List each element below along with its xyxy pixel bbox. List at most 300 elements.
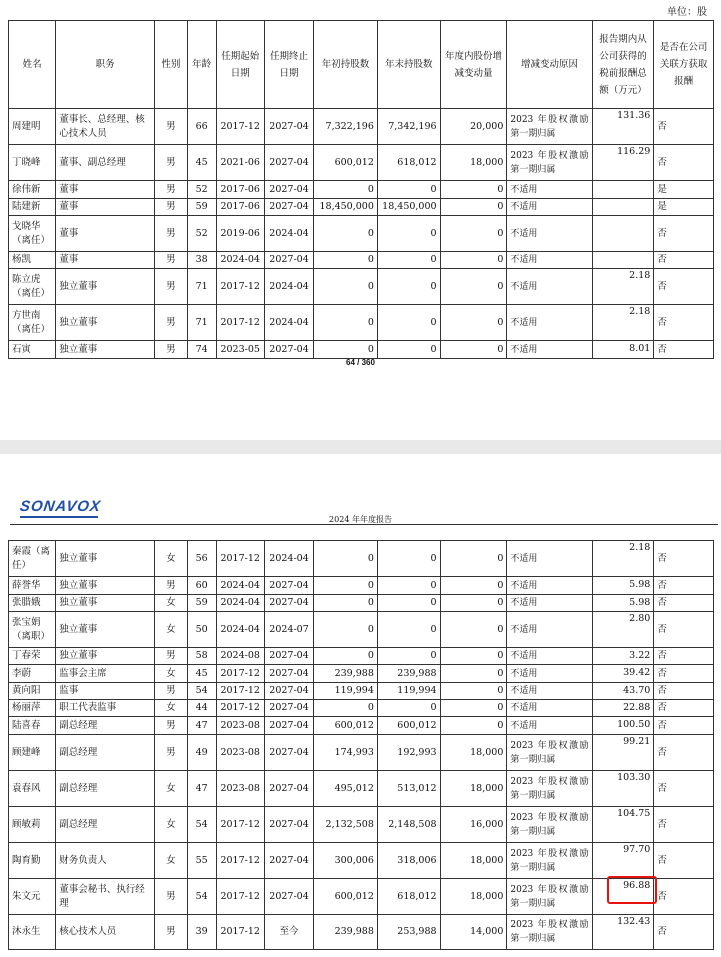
cell-begin: 0 bbox=[314, 541, 378, 577]
cell-pay: 132.43 bbox=[592, 915, 654, 950]
cell-change: 18,000 bbox=[440, 735, 507, 771]
table-row bbox=[9, 145, 714, 181]
cell-role: 职工代表监事 bbox=[56, 700, 155, 717]
cell-end: 2027-04 bbox=[264, 700, 313, 717]
cell-start: 2023-08 bbox=[216, 735, 264, 771]
cell-role: 董事 bbox=[56, 181, 155, 199]
cell-start: 2017-12 bbox=[216, 879, 264, 915]
cell-related: 否 bbox=[654, 665, 714, 683]
cell-gender: 女 bbox=[154, 700, 187, 717]
report-page-64 bbox=[0, 0, 721, 440]
cell-start: 2017-12 bbox=[216, 305, 264, 341]
cell-reason: 2023 年股权激励第一期归属 bbox=[507, 109, 592, 145]
cell-gender: 男 bbox=[154, 735, 187, 771]
cell-begin: 0 bbox=[314, 252, 378, 269]
cell-name: 周建明 bbox=[9, 109, 56, 145]
header-cell: 增减变动原因 bbox=[507, 21, 592, 109]
cell-change: 18,000 bbox=[440, 879, 507, 915]
cell-age: 38 bbox=[187, 252, 216, 269]
cell-begin: 0 bbox=[314, 612, 378, 648]
cell-age: 47 bbox=[187, 717, 216, 735]
cell-reason: 不适用 bbox=[507, 648, 592, 665]
cell-related: 否 bbox=[654, 879, 714, 915]
cell-age: 54 bbox=[187, 807, 216, 843]
table-row bbox=[9, 612, 714, 648]
cell-begin: 2,132,508 bbox=[314, 807, 378, 843]
cell-end: 2027-04 bbox=[264, 181, 313, 199]
cell-change: 18,000 bbox=[440, 145, 507, 181]
cell-age: 59 bbox=[187, 199, 216, 216]
cell-name: 沐永生 bbox=[9, 915, 56, 950]
cell-change: 0 bbox=[440, 252, 507, 269]
cell-change: 0 bbox=[440, 541, 507, 577]
cell-role: 独立董事 bbox=[56, 577, 155, 595]
cell-role: 独立董事 bbox=[56, 612, 155, 648]
cell-name: 陆喜春 bbox=[9, 717, 56, 735]
cell-pay bbox=[592, 199, 654, 216]
cell-age: 56 bbox=[187, 541, 216, 577]
cell-finish: 119,994 bbox=[377, 683, 440, 700]
cell-finish: 618,012 bbox=[377, 145, 440, 181]
cell-name: 张腊娥 bbox=[9, 595, 56, 612]
cell-begin: 119,994 bbox=[314, 683, 378, 700]
cell-pay: 39.42 bbox=[592, 665, 654, 683]
cell-gender: 男 bbox=[154, 109, 187, 145]
cell-start: 2024-04 bbox=[216, 595, 264, 612]
cell-pay: 5.98 bbox=[592, 577, 654, 595]
cell-related: 否 bbox=[654, 269, 714, 305]
cell-pay bbox=[592, 216, 654, 252]
cell-finish: 513,012 bbox=[377, 771, 440, 807]
cell-begin: 600,012 bbox=[314, 145, 378, 181]
cell-role: 监事 bbox=[56, 683, 155, 700]
cell-finish: 0 bbox=[377, 341, 440, 359]
cell-start: 2017-06 bbox=[216, 181, 264, 199]
cell-name: 陶育勤 bbox=[9, 843, 56, 879]
cell-change: 16,000 bbox=[440, 807, 507, 843]
cell-pay: 97.70 bbox=[592, 843, 654, 879]
table-header-row bbox=[9, 21, 714, 109]
cell-age: 74 bbox=[187, 341, 216, 359]
cell-related: 否 bbox=[654, 683, 714, 700]
cell-name: 李蔚 bbox=[9, 665, 56, 683]
cell-age: 47 bbox=[187, 771, 216, 807]
cell-begin: 0 bbox=[314, 216, 378, 252]
cell-gender: 女 bbox=[154, 612, 187, 648]
cell-related: 否 bbox=[654, 843, 714, 879]
header-cell: 是否在公司关联方获取报酬 bbox=[654, 21, 714, 109]
cell-change: 0 bbox=[440, 269, 507, 305]
cell-name: 顾敏莉 bbox=[9, 807, 56, 843]
cell-name: 方世南（离任） bbox=[9, 305, 56, 341]
cell-start: 2017-06 bbox=[216, 199, 264, 216]
table-row bbox=[9, 771, 714, 807]
cell-related: 否 bbox=[654, 915, 714, 950]
cell-reason: 不适用 bbox=[507, 199, 592, 216]
cell-related: 否 bbox=[654, 216, 714, 252]
cell-role: 董事长、总经理、核心技术人员 bbox=[56, 109, 155, 145]
cell-pay: 2.80 bbox=[592, 612, 654, 648]
cell-change: 18,000 bbox=[440, 843, 507, 879]
cell-finish: 18,450,000 bbox=[377, 199, 440, 216]
table-row bbox=[9, 305, 714, 341]
cell-reason: 不适用 bbox=[507, 252, 592, 269]
cell-pay: 2.18 bbox=[592, 269, 654, 305]
cell-change: 0 bbox=[440, 199, 507, 216]
cell-start: 2023-05 bbox=[216, 341, 264, 359]
cell-begin: 239,988 bbox=[314, 915, 378, 950]
report-title: 2024 年年度报告 bbox=[329, 515, 392, 524]
cell-role: 董事 bbox=[56, 216, 155, 252]
cell-end: 2027-04 bbox=[264, 665, 313, 683]
cell-name: 张宝娟（离职） bbox=[9, 612, 56, 648]
cell-related: 否 bbox=[654, 341, 714, 359]
table-row bbox=[9, 665, 714, 683]
cell-gender: 女 bbox=[154, 807, 187, 843]
cell-related: 否 bbox=[654, 771, 714, 807]
table-row bbox=[9, 341, 714, 359]
cell-change: 14,000 bbox=[440, 915, 507, 950]
cell-related: 否 bbox=[654, 577, 714, 595]
cell-begin: 0 bbox=[314, 341, 378, 359]
cell-related: 是 bbox=[654, 199, 714, 216]
cell-finish: 318,006 bbox=[377, 843, 440, 879]
cell-pay: 131.36 bbox=[592, 109, 654, 145]
header-cell: 年龄 bbox=[187, 21, 216, 109]
header-cell: 职务 bbox=[56, 21, 155, 109]
table-row bbox=[9, 199, 714, 216]
cell-role: 独立董事 bbox=[56, 541, 155, 577]
cell-name: 秦霞（离任） bbox=[9, 541, 56, 577]
cell-gender: 男 bbox=[154, 648, 187, 665]
cell-age: 52 bbox=[187, 216, 216, 252]
cell-reason: 不适用 bbox=[507, 700, 592, 717]
cell-role: 董事会秘书、执行经理 bbox=[56, 879, 155, 915]
cell-end: 2027-04 bbox=[264, 252, 313, 269]
report-page-65 bbox=[0, 454, 721, 957]
highlight-box bbox=[607, 876, 657, 904]
cell-name: 袁春风 bbox=[9, 771, 56, 807]
cell-age: 45 bbox=[187, 145, 216, 181]
cell-pay: 2.18 bbox=[592, 541, 654, 577]
cell-finish: 0 bbox=[377, 269, 440, 305]
table-row bbox=[9, 807, 714, 843]
cell-name: 顾建峰 bbox=[9, 735, 56, 771]
cell-name: 石寅 bbox=[9, 341, 56, 359]
cell-pay: 99.21 bbox=[592, 735, 654, 771]
cell-name: 薛誉华 bbox=[9, 577, 56, 595]
cell-start: 2017-12 bbox=[216, 269, 264, 305]
cell-age: 59 bbox=[187, 595, 216, 612]
table-row bbox=[9, 577, 714, 595]
cell-gender: 男 bbox=[154, 305, 187, 341]
table-row bbox=[9, 216, 714, 252]
cell-role: 独立董事 bbox=[56, 341, 155, 359]
cell-end: 2024-04 bbox=[264, 305, 313, 341]
cell-gender: 男 bbox=[154, 683, 187, 700]
cell-reason: 不适用 bbox=[507, 717, 592, 735]
cell-role: 独立董事 bbox=[56, 648, 155, 665]
cell-age: 55 bbox=[187, 843, 216, 879]
cell-end: 2027-04 bbox=[264, 341, 313, 359]
table-row bbox=[9, 915, 714, 950]
cell-gender: 男 bbox=[154, 341, 187, 359]
cell-finish: 0 bbox=[377, 700, 440, 717]
cell-pay: 3.22 bbox=[592, 648, 654, 665]
cell-pay: 100.50 bbox=[592, 717, 654, 735]
cell-role: 董事 bbox=[56, 252, 155, 269]
cell-change: 0 bbox=[440, 216, 507, 252]
cell-age: 71 bbox=[187, 305, 216, 341]
cell-change: 0 bbox=[440, 577, 507, 595]
cell-change: 0 bbox=[440, 341, 507, 359]
cell-age: 71 bbox=[187, 269, 216, 305]
cell-reason: 2023 年股权激励第一期归属 bbox=[507, 843, 592, 879]
cell-end: 2027-04 bbox=[264, 879, 313, 915]
cell-related: 否 bbox=[654, 700, 714, 717]
table-row bbox=[9, 541, 714, 577]
cell-role: 副总经理 bbox=[56, 771, 155, 807]
cell-gender: 男 bbox=[154, 181, 187, 199]
cell-reason: 2023 年股权激励第一期归属 bbox=[507, 735, 592, 771]
cell-start: 2024-04 bbox=[216, 612, 264, 648]
cell-role: 副总经理 bbox=[56, 735, 155, 771]
cell-related: 否 bbox=[654, 717, 714, 735]
cell-begin: 300,006 bbox=[314, 843, 378, 879]
cell-age: 45 bbox=[187, 665, 216, 683]
cell-end: 2027-04 bbox=[264, 577, 313, 595]
cell-age: 50 bbox=[187, 612, 216, 648]
cell-reason: 不适用 bbox=[507, 341, 592, 359]
table-row bbox=[9, 735, 714, 771]
cell-age: 66 bbox=[187, 109, 216, 145]
cell-start: 2019-06 bbox=[216, 216, 264, 252]
cell-reason: 2023 年股权激励第一期归属 bbox=[507, 915, 592, 950]
executive-table-part1 bbox=[8, 20, 714, 359]
cell-reason: 不适用 bbox=[507, 181, 592, 199]
cell-gender: 男 bbox=[154, 252, 187, 269]
cell-age: 54 bbox=[187, 683, 216, 700]
cell-gender: 女 bbox=[154, 843, 187, 879]
cell-change: 0 bbox=[440, 717, 507, 735]
cell-role: 独立董事 bbox=[56, 595, 155, 612]
cell-related: 否 bbox=[654, 595, 714, 612]
cell-related: 否 bbox=[654, 735, 714, 771]
cell-begin: 0 bbox=[314, 700, 378, 717]
cell-role: 核心技术人员 bbox=[56, 915, 155, 950]
cell-gender: 女 bbox=[154, 595, 187, 612]
cell-reason: 不适用 bbox=[507, 612, 592, 648]
cell-gender: 女 bbox=[154, 541, 187, 577]
header-cell: 性别 bbox=[154, 21, 187, 109]
cell-finish: 253,988 bbox=[377, 915, 440, 950]
cell-name: 丁晓峰 bbox=[9, 145, 56, 181]
table-row bbox=[9, 717, 714, 735]
cell-end: 2024-04 bbox=[264, 269, 313, 305]
cell-pay: 43.70 bbox=[592, 683, 654, 700]
cell-start: 2017-12 bbox=[216, 807, 264, 843]
cell-pay: 116.29 bbox=[592, 145, 654, 181]
cell-related: 否 bbox=[654, 612, 714, 648]
cell-start: 2017-12 bbox=[216, 683, 264, 700]
cell-pay: 104.75 bbox=[592, 807, 654, 843]
cell-pay: 2.18 bbox=[592, 305, 654, 341]
cell-related: 否 bbox=[654, 145, 714, 181]
cell-age: 60 bbox=[187, 577, 216, 595]
cell-begin: 239,988 bbox=[314, 665, 378, 683]
cell-role: 副总经理 bbox=[56, 807, 155, 843]
cell-gender: 男 bbox=[154, 577, 187, 595]
cell-end: 2027-04 bbox=[264, 843, 313, 879]
header-rule bbox=[10, 524, 718, 525]
cell-start: 2017-12 bbox=[216, 843, 264, 879]
cell-role: 财务负责人 bbox=[56, 843, 155, 879]
cell-pay: 8.01 bbox=[592, 341, 654, 359]
cell-finish: 0 bbox=[377, 612, 440, 648]
cell-name: 陈立虎（离任） bbox=[9, 269, 56, 305]
cell-reason: 不适用 bbox=[507, 305, 592, 341]
cell-start: 2024-08 bbox=[216, 648, 264, 665]
table-row bbox=[9, 252, 714, 269]
cell-gender: 男 bbox=[154, 269, 187, 305]
cell-role: 董事、副总经理 bbox=[56, 145, 155, 181]
cell-gender: 男 bbox=[154, 199, 187, 216]
cell-name: 朱文元 bbox=[9, 879, 56, 915]
cell-role: 独立董事 bbox=[56, 269, 155, 305]
cell-end: 2027-04 bbox=[264, 109, 313, 145]
cell-start: 2023-08 bbox=[216, 771, 264, 807]
cell-role: 独立董事 bbox=[56, 305, 155, 341]
cell-change: 0 bbox=[440, 595, 507, 612]
table-row bbox=[9, 269, 714, 305]
cell-end: 2027-04 bbox=[264, 717, 313, 735]
cell-change: 0 bbox=[440, 181, 507, 199]
cell-gender: 女 bbox=[154, 665, 187, 683]
cell-pay: 103.30 bbox=[592, 771, 654, 807]
cell-name: 杨丽萍 bbox=[9, 700, 56, 717]
cell-start: 2023-08 bbox=[216, 717, 264, 735]
cell-related: 否 bbox=[654, 252, 714, 269]
header-cell: 任期起始日期 bbox=[216, 21, 264, 109]
cell-end: 2027-04 bbox=[264, 648, 313, 665]
header-cell: 年末持股数 bbox=[377, 21, 440, 109]
cell-begin: 0 bbox=[314, 577, 378, 595]
cell-begin: 0 bbox=[314, 595, 378, 612]
cell-start: 2024-04 bbox=[216, 577, 264, 595]
cell-end: 2027-04 bbox=[264, 595, 313, 612]
cell-start: 2024-04 bbox=[216, 252, 264, 269]
cell-begin: 174,993 bbox=[314, 735, 378, 771]
cell-reason: 2023 年股权激励第一期归属 bbox=[507, 145, 592, 181]
cell-finish: 192,993 bbox=[377, 735, 440, 771]
cell-reason: 不适用 bbox=[507, 665, 592, 683]
cell-reason: 不适用 bbox=[507, 269, 592, 305]
cell-pay: 22.88 bbox=[592, 700, 654, 717]
header-cell: 任期终止日期 bbox=[264, 21, 313, 109]
cell-end: 2027-04 bbox=[264, 735, 313, 771]
table-row bbox=[9, 700, 714, 717]
cell-reason: 不适用 bbox=[507, 595, 592, 612]
cell-change: 0 bbox=[440, 700, 507, 717]
cell-reason: 不适用 bbox=[507, 541, 592, 577]
cell-related: 否 bbox=[654, 648, 714, 665]
page-number: 64 / 360 bbox=[346, 358, 375, 367]
cell-role: 副总经理 bbox=[56, 717, 155, 735]
cell-begin: 0 bbox=[314, 648, 378, 665]
table-row bbox=[9, 595, 714, 612]
cell-gender: 男 bbox=[154, 717, 187, 735]
cell-end: 至今 bbox=[264, 915, 313, 950]
cell-finish: 0 bbox=[377, 595, 440, 612]
cell-reason: 2023 年股权激励第一期归属 bbox=[507, 771, 592, 807]
cell-gender: 男 bbox=[154, 145, 187, 181]
table-row bbox=[9, 843, 714, 879]
cell-role: 董事 bbox=[56, 199, 155, 216]
cell-start: 2017-12 bbox=[216, 700, 264, 717]
cell-change: 0 bbox=[440, 648, 507, 665]
cell-name: 黄向阳 bbox=[9, 683, 56, 700]
cell-finish: 0 bbox=[377, 648, 440, 665]
cell-gender: 男 bbox=[154, 879, 187, 915]
header-cell: 姓名 bbox=[9, 21, 56, 109]
cell-change: 0 bbox=[440, 683, 507, 700]
cell-gender: 女 bbox=[154, 771, 187, 807]
cell-change: 0 bbox=[440, 612, 507, 648]
cell-end: 2024-04 bbox=[264, 541, 313, 577]
cell-start: 2017-12 bbox=[216, 541, 264, 577]
table-row bbox=[9, 181, 714, 199]
cell-end: 2024-07 bbox=[264, 612, 313, 648]
cell-gender: 男 bbox=[154, 915, 187, 950]
cell-finish: 0 bbox=[377, 577, 440, 595]
cell-finish: 0 bbox=[377, 252, 440, 269]
company-logo: SONAVOX bbox=[18, 498, 103, 515]
header-cell: 年初持股数 bbox=[314, 21, 378, 109]
cell-end: 2027-04 bbox=[264, 683, 313, 700]
cell-age: 52 bbox=[187, 181, 216, 199]
cell-reason: 不适用 bbox=[507, 216, 592, 252]
cell-name: 徐伟新 bbox=[9, 181, 56, 199]
cell-end: 2027-04 bbox=[264, 145, 313, 181]
cell-finish: 0 bbox=[377, 216, 440, 252]
cell-finish: 0 bbox=[377, 181, 440, 199]
cell-end: 2024-04 bbox=[264, 216, 313, 252]
cell-reason: 不适用 bbox=[507, 577, 592, 595]
cell-start: 2017-12 bbox=[216, 109, 264, 145]
cell-gender: 男 bbox=[154, 216, 187, 252]
cell-name: 戈晓华（离任） bbox=[9, 216, 56, 252]
table-row bbox=[9, 109, 714, 145]
cell-pay bbox=[592, 181, 654, 199]
cell-age: 44 bbox=[187, 700, 216, 717]
cell-begin: 600,012 bbox=[314, 879, 378, 915]
cell-reason: 不适用 bbox=[507, 683, 592, 700]
cell-begin: 0 bbox=[314, 305, 378, 341]
cell-finish: 239,988 bbox=[377, 665, 440, 683]
header-cell: 年度内股份增减变动量 bbox=[440, 21, 507, 109]
cell-change: 0 bbox=[440, 665, 507, 683]
cell-change: 20,000 bbox=[440, 109, 507, 145]
cell-related: 否 bbox=[654, 109, 714, 145]
cell-name: 陆建新 bbox=[9, 199, 56, 216]
table-row bbox=[9, 648, 714, 665]
cell-start: 2021-06 bbox=[216, 145, 264, 181]
cell-related: 否 bbox=[654, 807, 714, 843]
cell-related: 否 bbox=[654, 541, 714, 577]
cell-reason: 2023 年股权激励第一期归属 bbox=[507, 879, 592, 915]
cell-finish: 7,342,196 bbox=[377, 109, 440, 145]
cell-finish: 0 bbox=[377, 541, 440, 577]
